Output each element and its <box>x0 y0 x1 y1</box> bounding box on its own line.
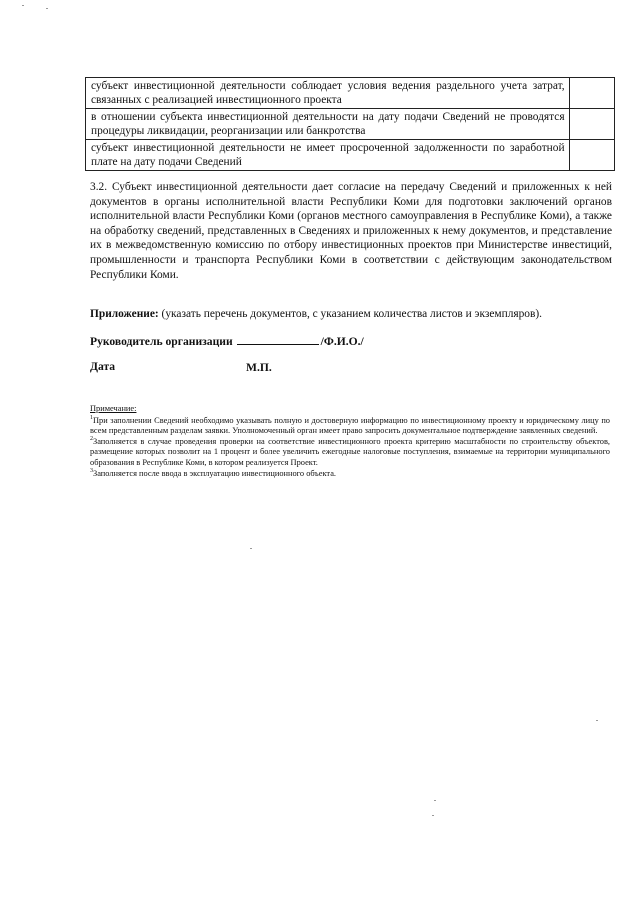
scan-speck <box>250 548 252 549</box>
scan-speck <box>46 8 48 9</box>
table-cell-text: субъект инвестиционной деятельности соблюдает условия ведения раздельного учета затрат, связанных с реализацией инвестиционного проекта <box>86 78 570 109</box>
notes-heading: Примечание: <box>90 404 137 413</box>
table-cell-mark <box>569 78 614 109</box>
note-item <box>90 416 610 437</box>
date-label: Дата <box>90 360 116 373</box>
criteria-table <box>85 77 615 171</box>
signature-fio: /Ф.И.О./ <box>320 335 364 348</box>
stamp-label: М.П. <box>246 361 272 374</box>
table-row <box>86 78 615 109</box>
notes-block <box>90 404 610 479</box>
scan-speck <box>432 815 434 816</box>
signature-label: Руководитель организации <box>90 335 233 348</box>
note-text: Заполняется в случае проведения проверки на соответствие инвестиционного проекта критерию масштабности по строительству объектов, размещение которых позволит на 1 процент и более увеличить ежегодные налоговые поступления, взимаемые на территории муниципального образования в Республике Коми, в котором реализуется Проект. <box>90 436 610 467</box>
table-cell-text: в отношении субъекта инвестиционной деятельности на дату подачи Сведений не проводятся процедуры ликвидации, реорганизации или банкротства <box>86 109 570 140</box>
signature-blank <box>237 333 319 345</box>
table-row <box>86 140 615 171</box>
note-item <box>90 469 610 480</box>
note-text: Заполняется после ввода в эксплуатацию инвестиционного объекта. <box>93 468 337 478</box>
note-number: 2 <box>90 435 93 442</box>
scan-speck <box>596 720 598 721</box>
attachment-text: (указать перечень документов, с указанием количества листов и экземпляров). <box>158 308 543 320</box>
note-number: 1 <box>90 414 93 421</box>
table-cell-mark <box>569 140 614 171</box>
note-number: 3 <box>90 467 93 474</box>
note-item <box>90 437 610 469</box>
table-cell-mark <box>569 109 614 140</box>
scan-speck <box>434 800 436 801</box>
signature-line <box>90 333 364 348</box>
attachment-line <box>90 307 620 321</box>
scan-speck <box>22 5 24 6</box>
table-cell-text: субъект инвестиционной деятельности не имеет просроченной задолженности по заработной плате на дату подачи Сведений <box>86 140 570 171</box>
attachment-label: Приложение: <box>90 308 159 320</box>
table-row <box>86 109 615 140</box>
section-3-2: 3.2. Субъект инвестиционной деятельности дает согласие на передачу Сведений и приложенных к ней документов в органы исполнительной власти Республики Коми для подготовки заключений органов исполнительной власти Республики Коми (органов местного самоуправления в Республике Коми), а также на обработку сведений, представленных в Сведениях и приложенных к нему документов, и представление их в межведомственную комиссию по отбору инвестиционных проектов при Министерстве инвестиций, промышленности и транспорта Республики Коми в соответствии с действующим законодательством Республики Коми. <box>90 181 612 281</box>
note-text: При заполнении Сведений необходимо указывать полную и достоверную информацию по инвестиционному проекту и юридическому лицу по всем представленным разделам заявки. Уполномоченный орган имеет право запросить документальное подтверждение заявленных сведений. <box>90 415 610 436</box>
